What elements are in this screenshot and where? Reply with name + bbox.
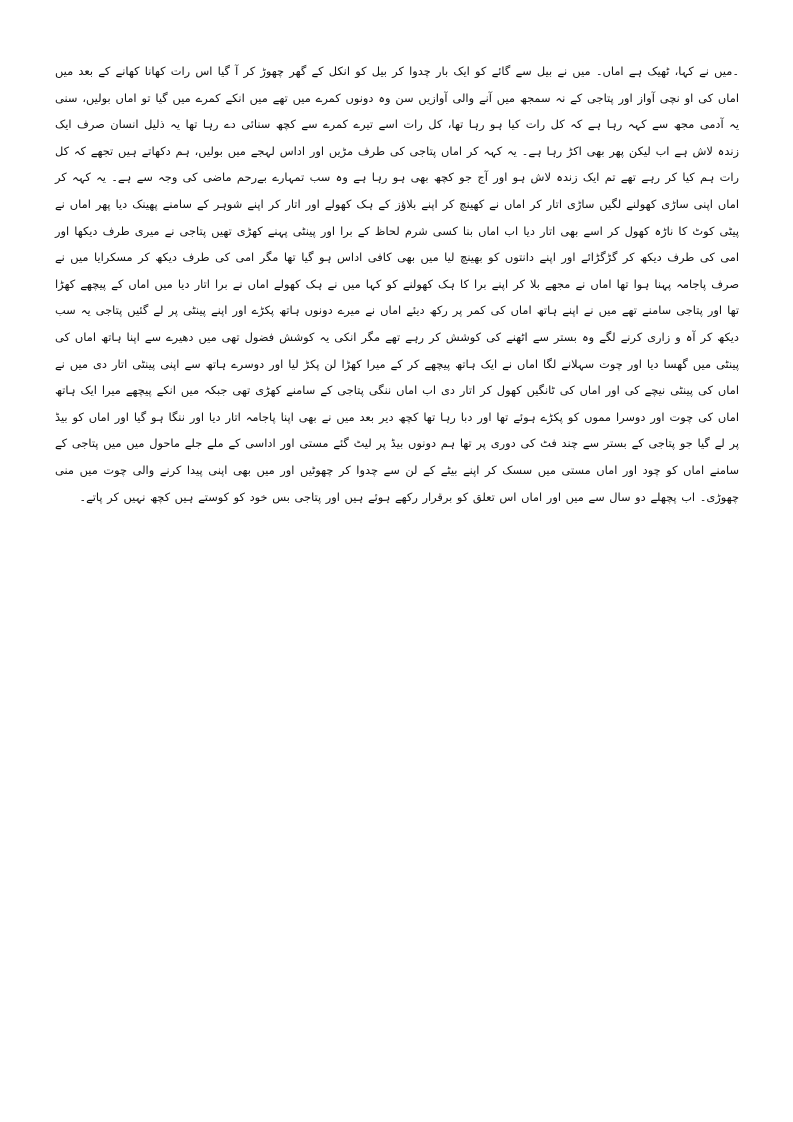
story-text-block [55, 58, 739, 510]
story-paragraph: ۔میں نے کہا، ٹھیک ہے اماں۔ میں نے بیل سے گائے کو ایک بار چدوا کر بیل کو انکل کے گھر چھوڑ کر آ گیا اس رات کھانا کھانے کے بعد میں اماں کی او نچی آواز اور پتاجی کے نہ سمجھ میں آنے والی آوازیں سن وہ دونوں کمرے میں تھے میں انکے کمرے میں گیا تو اماں بولیں، سنی یہ آدمی مجھ سے کہہ رہا ہے کہ کل رات کیا ہو رہا تھا، کل رات اسے تیرے کمرے سے کچھ سنائی دے رہا تھا یہ ذلیل انسان صرف ایک زندہ لاش ہے اب لیکن پھر بھی اکڑ رہا ہے۔ یہ کہہ کر اماں پتاجی کی طرف مڑیں اور اداس لہجے میں بولیں، ہم دکھاتے ہیں تجھے کہ کل رات ہم کیا کر رہے تھے تم ایک زندہ لاش ہو اور آج جو کچھ بھی ہو رہا ہے وہ سب تمہارے بےرحم ماضی کی وجہ سے ہے۔ یہ کہہ کر اماں اپنی ساڑی کھولنے لگیں ساڑی اتار کر اماں نے کھینچ کر اپنے بلاؤز کے ہک کھولے اور اتار کر اپنے شوہر کے سامنے پھینک دیا پھر اماں نے پیٹی کوٹ کا ناڑہ کھول کر اسے بھی اتار دیا اب اماں بنا کسی شرم لحاظ کے برا اور پینٹی پہنے کھڑی تھیں پتاجی نے میری طرف دیکھا اور امی کی طرف دیکھ کر گڑگڑائے اور اپنے دانتوں کو بھینچ لیا میں بھی کافی اداس ہو گیا تھا مگر امی کی طرف دیکھ کر مسکرایا میں نے صرف پاجامہ پہنا ہوا تھا اماں نے مجھے بلا کر اپنے برا کا ہک کھولنے کو کہا میں نے ہک کھولے اماں نے برا اتار دیا میں اماں کے پیچھے کھڑا تھا اور پتاجی سامنے تھے میں نے اپنے ہاتھ اماں کی کمر پر رکھ دیئے اماں نے میرے دونوں ہاتھ پکڑے اور اپنے پینٹی پر لے گئیں پتاجی یہ سب دیکھ کر آہ و زاری کرنے لگے وہ بستر سے اٹھنے کی کوشش کر رہے تھے مگر انکی یہ کوشش فضول تھی میں دھیرے سے اپنا ہاتھ اماں کی پینٹی میں گھسا دیا اور چوت سہلانے لگا اماں نے ایک ہاتھ پیچھے کر کے میرا کھڑا لن پکڑ لیا اور دوسرے ہاتھ سے اپنی پینٹی اتار دی میں نے اماں کی پینٹی نیچے کی اور اماں کی ٹانگیں کھول کر اتار دی اب اماں ننگی پتاجی کے سامنے کھڑی تھی جبکہ میں انکے پیچھے میرا ایک ہاتھ اماں کی چوت اور دوسرا مموں کو پکڑے ہوئے تھا اور دبا رہا تھا کچھ دیر بعد میں نے بھی اپنا پاجامہ اتار دیا اور ننگا ہو گیا اور اماں کو بیڈ پر لے گیا جو پتاجی کے بستر سے چند فٹ کی دوری پر تھا ہم دونوں بیڈ پر لیٹ گئے مستی اور اداسی کے ملے جلے ماحول میں میں پتاجی کے سامنے اماں کو چود اور اماں مستی میں سسک کر اپنے بیٹے کے لن سے چدوا کر چھوٹیں اور میں بھی اپنی پیدا کرنے والی چوت میں منی چھوڑی۔ اب پچھلے دو سال سے میں اور اماں اس تعلق کو برقرار رکھے ہوئے ہیں اور پتاجی بس خود کو کوستے ہیں کچھ نہیں کر پاتے۔ [55, 64, 739, 504]
